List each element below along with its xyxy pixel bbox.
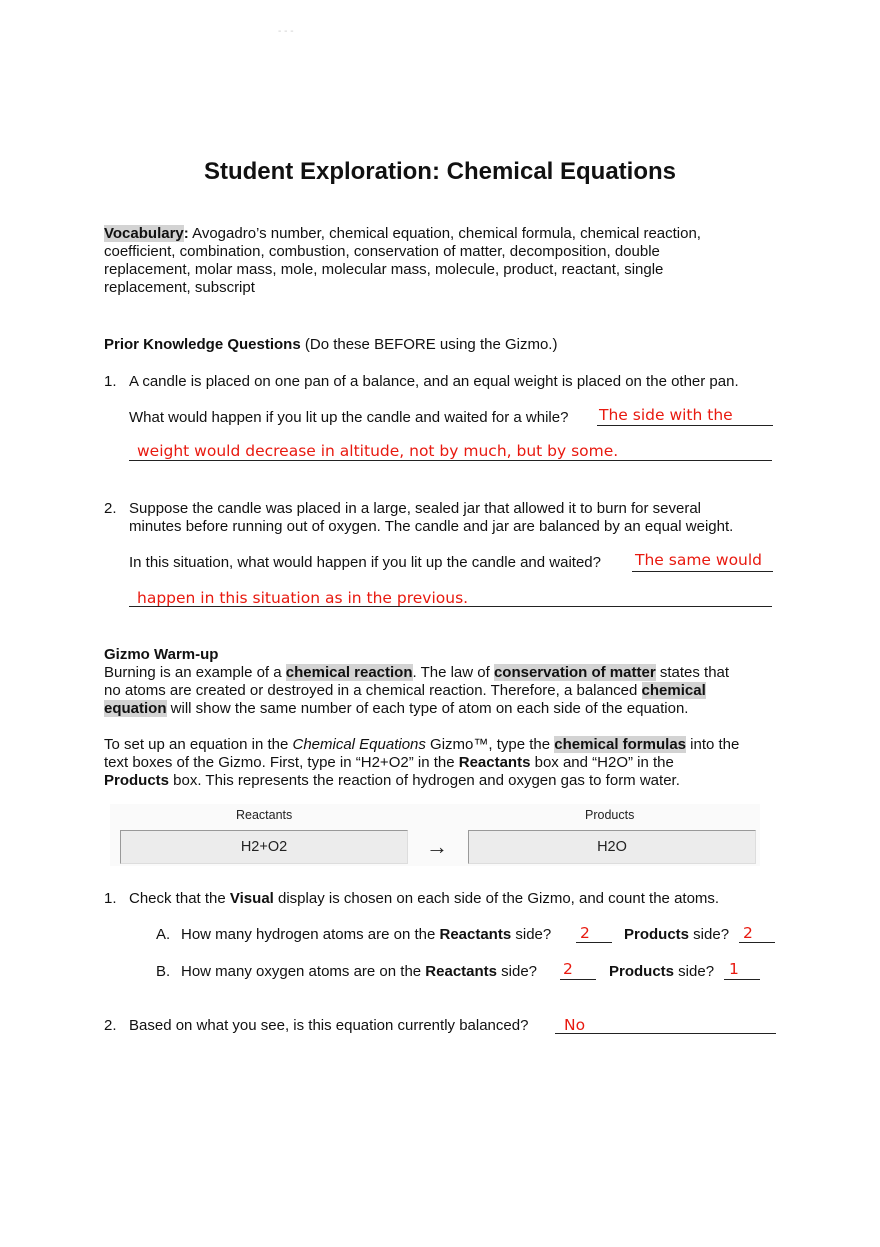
answer-line [555, 1033, 776, 1034]
products-label: Products [585, 808, 635, 822]
question-text: In this situation, what would happen if you lit up the candle and waited? [129, 554, 601, 571]
vocab-highlight: equation [104, 700, 167, 717]
answer-text[interactable]: happen in this situation as in the previous. [137, 589, 469, 607]
warmup-heading: Gizmo Warm-up [104, 646, 219, 663]
answer-text[interactable]: No [564, 1016, 586, 1034]
subquestion-text: Products side? [609, 963, 715, 980]
answer-text[interactable]: The same would [635, 551, 763, 569]
subquestion-text: Products side? [624, 926, 730, 943]
answer-line [632, 571, 773, 572]
gizmo-screenshot [110, 804, 760, 866]
answer-text[interactable]: 2 [580, 924, 590, 942]
subquestion-letter: A. [156, 926, 171, 943]
vocabulary-line: coefficient, combination, combustion, conservation of matter, decomposition, double [104, 243, 660, 260]
question-number: 2. [104, 500, 117, 517]
answer-line [739, 942, 775, 943]
answer-line [560, 979, 596, 980]
answer-text[interactable]: 1 [729, 960, 739, 978]
vocab-highlight: chemical reaction [285, 664, 413, 681]
question-text: Check that the Visual display is chosen on each side of the Gizmo, and count the atoms. [129, 890, 720, 907]
subquestion-text: How many hydrogen atoms are on the Reactants side? [181, 926, 552, 943]
question-text: Suppose the candle was placed in a large, sealed jar that allowed it to burn for several [129, 500, 702, 517]
subquestion-text: How many oxygen atoms are on the Reactants side? [181, 963, 538, 980]
question-number: 1. [104, 373, 117, 390]
warmup-paragraph: To set up an equation in the Chemical Equations Gizmo™, type the chemical formulas into the text boxes of the Gizmo. First, type in “H2+O2” in the Reactants box and “H2O” in the Products box. This represents the reaction of hydrogen and oxygen gas to form water. [104, 736, 740, 789]
reactants-input[interactable]: H2+O2 [120, 830, 408, 864]
answer-line [576, 942, 612, 943]
warmup-paragraph: Burning is an example of a chemical reaction. The law of conservation of matter states that no atoms are created or destroyed in a chemical reaction. Therefore, a balanced chemical equation will show the same number of each type of atom on each side of the equation. [104, 664, 730, 717]
answer-text[interactable]: 2 [563, 960, 573, 978]
subquestion-letter: B. [156, 963, 171, 980]
question-text: Based on what you see, is this equation currently balanced? [129, 1017, 529, 1034]
header-mark: - - - [278, 26, 294, 37]
question-number: 2. [104, 1017, 117, 1034]
answer-text[interactable]: The side with the [599, 406, 733, 424]
prior-knowledge-heading: Prior Knowledge Questions (Do these BEFORE using the Gizmo.) [104, 336, 558, 353]
question-text: What would happen if you lit up the candle and waited for a while? [129, 409, 569, 426]
vocab-highlight: chemical formulas [554, 736, 686, 753]
vocabulary-label: Vocabulary [104, 225, 184, 242]
question-text: A candle is placed on one pan of a balance, and an equal weight is placed on the other pan. [129, 373, 739, 390]
vocabulary-line: replacement, molar mass, mole, molecular mass, molecule, product, reactant, single [104, 261, 664, 278]
products-input[interactable]: H2O [468, 830, 756, 864]
reactants-label: Reactants [236, 808, 293, 822]
page-title: Student Exploration: Chemical Equations [203, 158, 677, 185]
arrow-icon: → [426, 834, 448, 859]
vocab-highlight: chemical [641, 682, 706, 699]
vocabulary-line: Avogadro’s number, chemical equation, chemical formula, chemical reaction, [188, 225, 701, 242]
answer-line [724, 979, 760, 980]
vocabulary-block: Vocabulary: Avogadro’s number, chemical equation, chemical formula, chemical reaction, coefficient, combination, combustion, conservation of matter, decomposition, double replacement, molar mass, mole, molecular mass, molecule, product, reactant, single replacement, subscript [104, 225, 784, 297]
answer-text[interactable]: 2 [743, 924, 753, 942]
vocab-highlight: conservation of matter [493, 664, 656, 681]
answer-line [129, 460, 772, 461]
question-text: minutes before running out of oxygen. The candle and jar are balanced by an equal weight. [129, 518, 734, 535]
answer-text[interactable]: weight would decrease in altitude, not by much, but by some. [137, 442, 619, 460]
question-number: 1. [104, 890, 117, 907]
vocabulary-line: replacement, subscript [104, 279, 255, 296]
answer-line [597, 425, 773, 426]
